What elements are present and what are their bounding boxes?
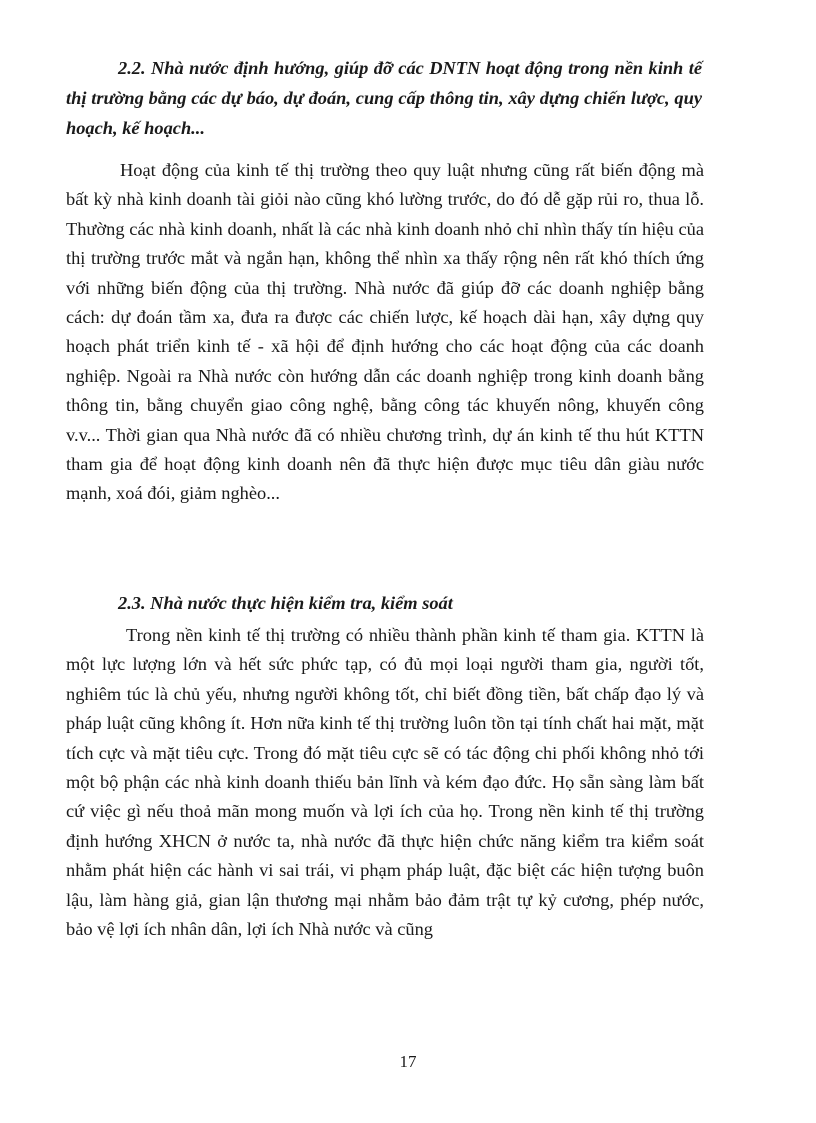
section-paragraph-2-2: Hoạt động của kinh tế thị trường theo quy luật nhưng cũng rất biến động mà bất kỳ nhà kinh doanh tài giỏi nào cũng khó lường trước, do đó dễ gặp rủi ro, thua lỗ. Thường các nhà kinh doanh, nhất là các nhà kinh doanh nhỏ chỉ nhìn thấy tín hiệu của thị trường trước mắt và ngắn hạn, không thể nhìn xa thấy rộng nên rất khó thích ứng với những biến động của thị trường. Nhà nước đã giúp đỡ các doanh nghiệp bằng cách: dự đoán tầm xa, đưa ra được các chiến lược, kế hoạch dài hạn, xây dựng quy hoạch phát triển kinh tế - xã hội để định hướng cho các hoạt động của các doanh nghiệp. Ngoài ra Nhà nước còn hướng dẫn các doanh nghiệp trong kinh doanh bằng thông tin, bằng chuyển giao công nghệ, bằng công tác khuyến nông, khuyến công v.v... Thời gian qua Nhà nước đã có nhiều chương trình, dự án kinh tế thu hút KTTN tham gia để hoạt động kinh doanh nên đã thực hiện được mục tiêu dân giàu nước mạnh, xoá đói, giảm nghèo... <box>66 160 704 504</box>
section-paragraph-2-3: Trong nền kinh tế thị trường có nhiều thành phần kinh tế tham gia. KTTN là một lực lượng lớn và hết sức phức tạp, có đủ mọi loại người tham gia, người tốt, nghiêm túc là chủ yếu, nhưng người không tốt, chỉ biết đồng tiền, bất chấp đạo lý và pháp luật cũng không ít. Hơn nữa kinh tế thị trường luôn tồn tại tính chất hai mặt, mặt tích cực và mặt tiêu cực. Trong đó mặt tiêu cực sẽ có tác động chi phối không nhỏ tới một bộ phận các nhà kinh doanh thiếu bản lĩnh và kém đạo đức. Họ sẵn sàng làm bất cứ việc gì nếu thoả mãn mong muốn và lợi ích của họ. Trong nền kinh tế thị trường định hướng XHCN ở nước ta, nhà nước đã thực hiện chức năng kiểm tra kiểm soát nhằm phát hiện các hành vi sai trái, vi phạm pháp luật, đặc biệt các hiện tượng buôn lậu, làm hàng giả, gian lận thương mại nhằm bảo đảm trật tự kỷ cương, phép nước, bảo vệ lợi ích nhân dân, lợi ích Nhà nước và cũng <box>66 625 704 940</box>
page-number: 17 <box>399 1052 417 1071</box>
section-heading-2-3: 2.3. Nhà nước thực hiện kiểm tra, kiểm soát <box>118 593 453 613</box>
section-heading-2-2: 2.2. Nhà nước định hướng, giúp đỡ các DNTN hoạt động trong nền kinh tế thị trường bằng các dự báo, dự đoán, cung cấp thông tin, xây dựng chiến lược, quy hoạch, kế hoạch... <box>66 58 702 138</box>
